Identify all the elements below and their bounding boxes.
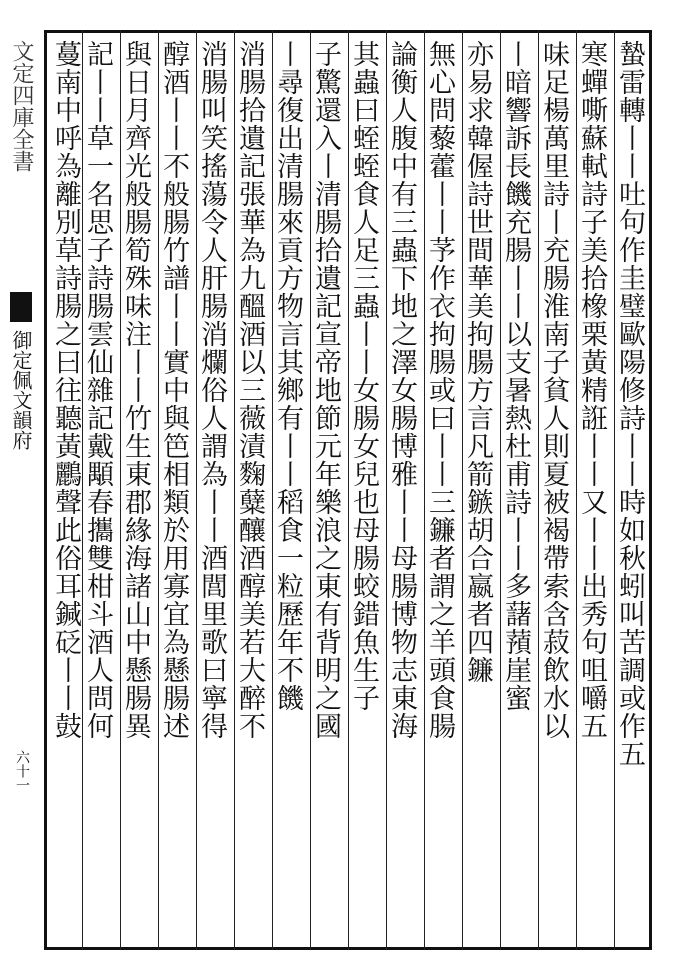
text-column: 消腸叫笑搖蕩令人肝腸消爛俗人謂為丨丨酒閭里歌曰寧得: [196, 40, 227, 740]
fishtail-mark: [10, 292, 32, 322]
text-column: 論衡人腹中有三蟲下地之澤女腸博雅丨丨母腸博物志東海: [386, 40, 417, 740]
text-column: 丨暗響訴長饑充腸丨丨以支暑熱杜甫詩丨丨多藷蕷崖蜜: [500, 40, 531, 712]
text-column: 蟄雷轉丨丨吐句作圭璧歐陽修詩丨丨時如秋蚓叫苦調或作五: [614, 40, 645, 768]
page-margin: [4, 30, 38, 950]
text-column: 寒蟬嘶蘇軾詩子美拾橡栗黃精誑丨丨又丨丨出秀句咀嚼五: [576, 40, 607, 740]
text-column: 子驚還入丨清腸拾遺記宣帝地節元年樂浪之東有背明之國: [310, 40, 341, 740]
text-column: 其蟲曰蛭蛭食人足三蟲丨丨女腸女兒也母腸蛟錯魚生子: [348, 40, 379, 712]
collection-header: 文定四庫全書: [9, 40, 34, 172]
text-column: 醇酒丨丨不般腸竹譜丨丨實中與笆相類於用寡宜為懸腸述: [158, 40, 189, 740]
text-column: 與日月齊光般腸筍殊味注丨丨竹生東郡緣海諸山中懸腸異: [120, 40, 151, 740]
text-column: 消腸拾遺記張華為九醞酒以三薇漬麴糵釀酒醇美若大醉不: [234, 40, 265, 740]
text-column: 丨尋復出清腸來貢方物言其鄉有丨丨稻食一粒歷年不饑: [272, 40, 303, 712]
text-column: 味足楊萬里詩丨充腸淮南子貧人則夏被褐帶索含菽飲水以: [538, 40, 569, 740]
text-column: 亦易求韓偓詩世間華美拘腸方言凡箭鏃胡合嬴者四鐮: [462, 40, 493, 684]
text-column: 蔓南中呼為離別草詩腸之曰往聽黃鸝聲此俗耳鍼砭丨丨鼓: [50, 40, 81, 740]
text-column: 記丨丨草一名思子詩腸雲仙雜記戴顒春攜雙柑斗酒人問何: [82, 40, 113, 740]
page-number: 六十一: [14, 750, 30, 792]
book-title: 御定佩文韻府: [9, 330, 33, 450]
text-column: 無心問藜藿丨丨芧作衣拘腸或曰丨丨三鐮者謂之羊頭食腸: [424, 40, 455, 740]
